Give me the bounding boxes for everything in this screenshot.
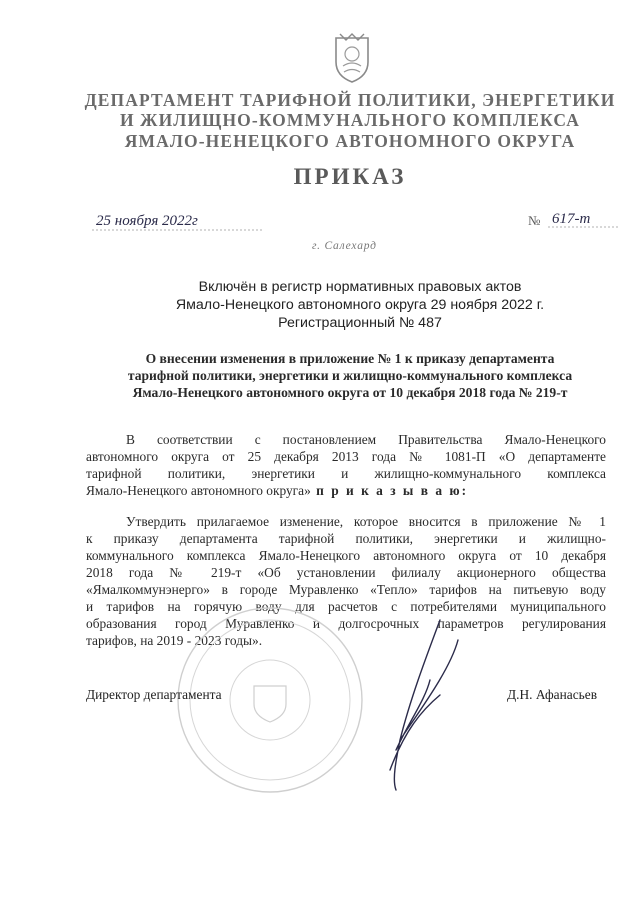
subject-line-1: О внесении изменения в приложение № 1 к приказу департамента bbox=[145, 351, 555, 366]
city-label: г. Салехард bbox=[312, 240, 377, 252]
paragraph1-line-2: автономного округа от 25 декабря 2013 года № 1081-П «О департаменте bbox=[86, 449, 606, 464]
handwritten-number bbox=[548, 205, 618, 231]
number-label: № bbox=[528, 213, 541, 228]
paragraph1-last-line: Ямало-Ненецкого автономного округа» bbox=[86, 483, 311, 498]
paragraph1-line-3: тарифной политики, энергетики и жилищно-коммунального комплекса bbox=[86, 466, 606, 481]
registration-line-2: Ямало-Ненецкого автономного округа 29 ноября 2022 г. bbox=[175, 297, 545, 313]
registration-line-3: Регистрационный № 487 bbox=[278, 315, 442, 331]
department-line-1: ДЕПАРТАМЕНТ ТАРИФНОЙ ПОЛИТИКИ, ЭНЕРГЕТИКИ bbox=[84, 90, 616, 110]
subject-line-3: Ямало-Ненецкого автономного округа от 10 декабря 2018 года № 219-т bbox=[132, 385, 568, 400]
paragraph2-line-7: образования город Муравленко и долгосрочных параметров регулирования bbox=[86, 616, 606, 631]
signatory-title: Директор департамента bbox=[86, 687, 222, 702]
handwritten-date bbox=[92, 208, 262, 236]
signatory-name: Д.Н. Афанасьев bbox=[507, 687, 598, 702]
date-handwritten-text: 25 ноября 2022г bbox=[96, 213, 198, 229]
paragraph2-line-6: и тарифов на горячую воду для расчетов с потребителями муниципального bbox=[86, 599, 606, 614]
paragraph2-line-8: тарифов, на 2019 - 2023 годы». bbox=[86, 633, 263, 648]
department-line-3: ЯМАЛО-НЕНЕЦКОГО АВТОНОМНОГО ОКРУГА bbox=[124, 131, 576, 151]
department-line-2: И ЖИЛИЩНО-КОММУНАЛЬНОГО КОМПЛЕКСА bbox=[120, 110, 580, 130]
paragraph2-line-4: 2018 года № 219-т «Об установлении филиалу акционерного общества bbox=[86, 565, 606, 580]
subject-line-2: тарифной политики, энергетики и жилищно-коммунального комплекса bbox=[127, 368, 573, 383]
paragraph1-line-1: В соответствии с постановлением Правительства Ямало-Ненецкого bbox=[126, 432, 606, 447]
paragraph2-line-3: коммунального комплекса Ямало-Ненецкого автономного округа от 10 декабря bbox=[86, 548, 606, 563]
registration-line-1: Включён в регистр нормативных правовых актов bbox=[198, 279, 522, 295]
paragraph1-line-4 bbox=[86, 483, 606, 500]
paragraph2-line-5: «Ямалкоммунэнерго» в городе Муравленко «Тепло» тарифов на питьевую воду bbox=[86, 582, 606, 597]
coat-of-arms-icon bbox=[330, 32, 374, 84]
handwritten-signature bbox=[330, 600, 480, 800]
order-word: п р и к а з ы в а ю: bbox=[310, 483, 469, 498]
paragraph2-line-1: Утвердить прилагаемое изменение, которое вносится в приложение № 1 bbox=[126, 514, 606, 529]
document-type-title: ПРИКАЗ bbox=[293, 164, 407, 189]
number-handwritten-text: 617-т bbox=[552, 211, 591, 227]
paragraph2-line-2: к приказу департамента тарифной политики, энергетики и жилищно- bbox=[86, 531, 606, 546]
